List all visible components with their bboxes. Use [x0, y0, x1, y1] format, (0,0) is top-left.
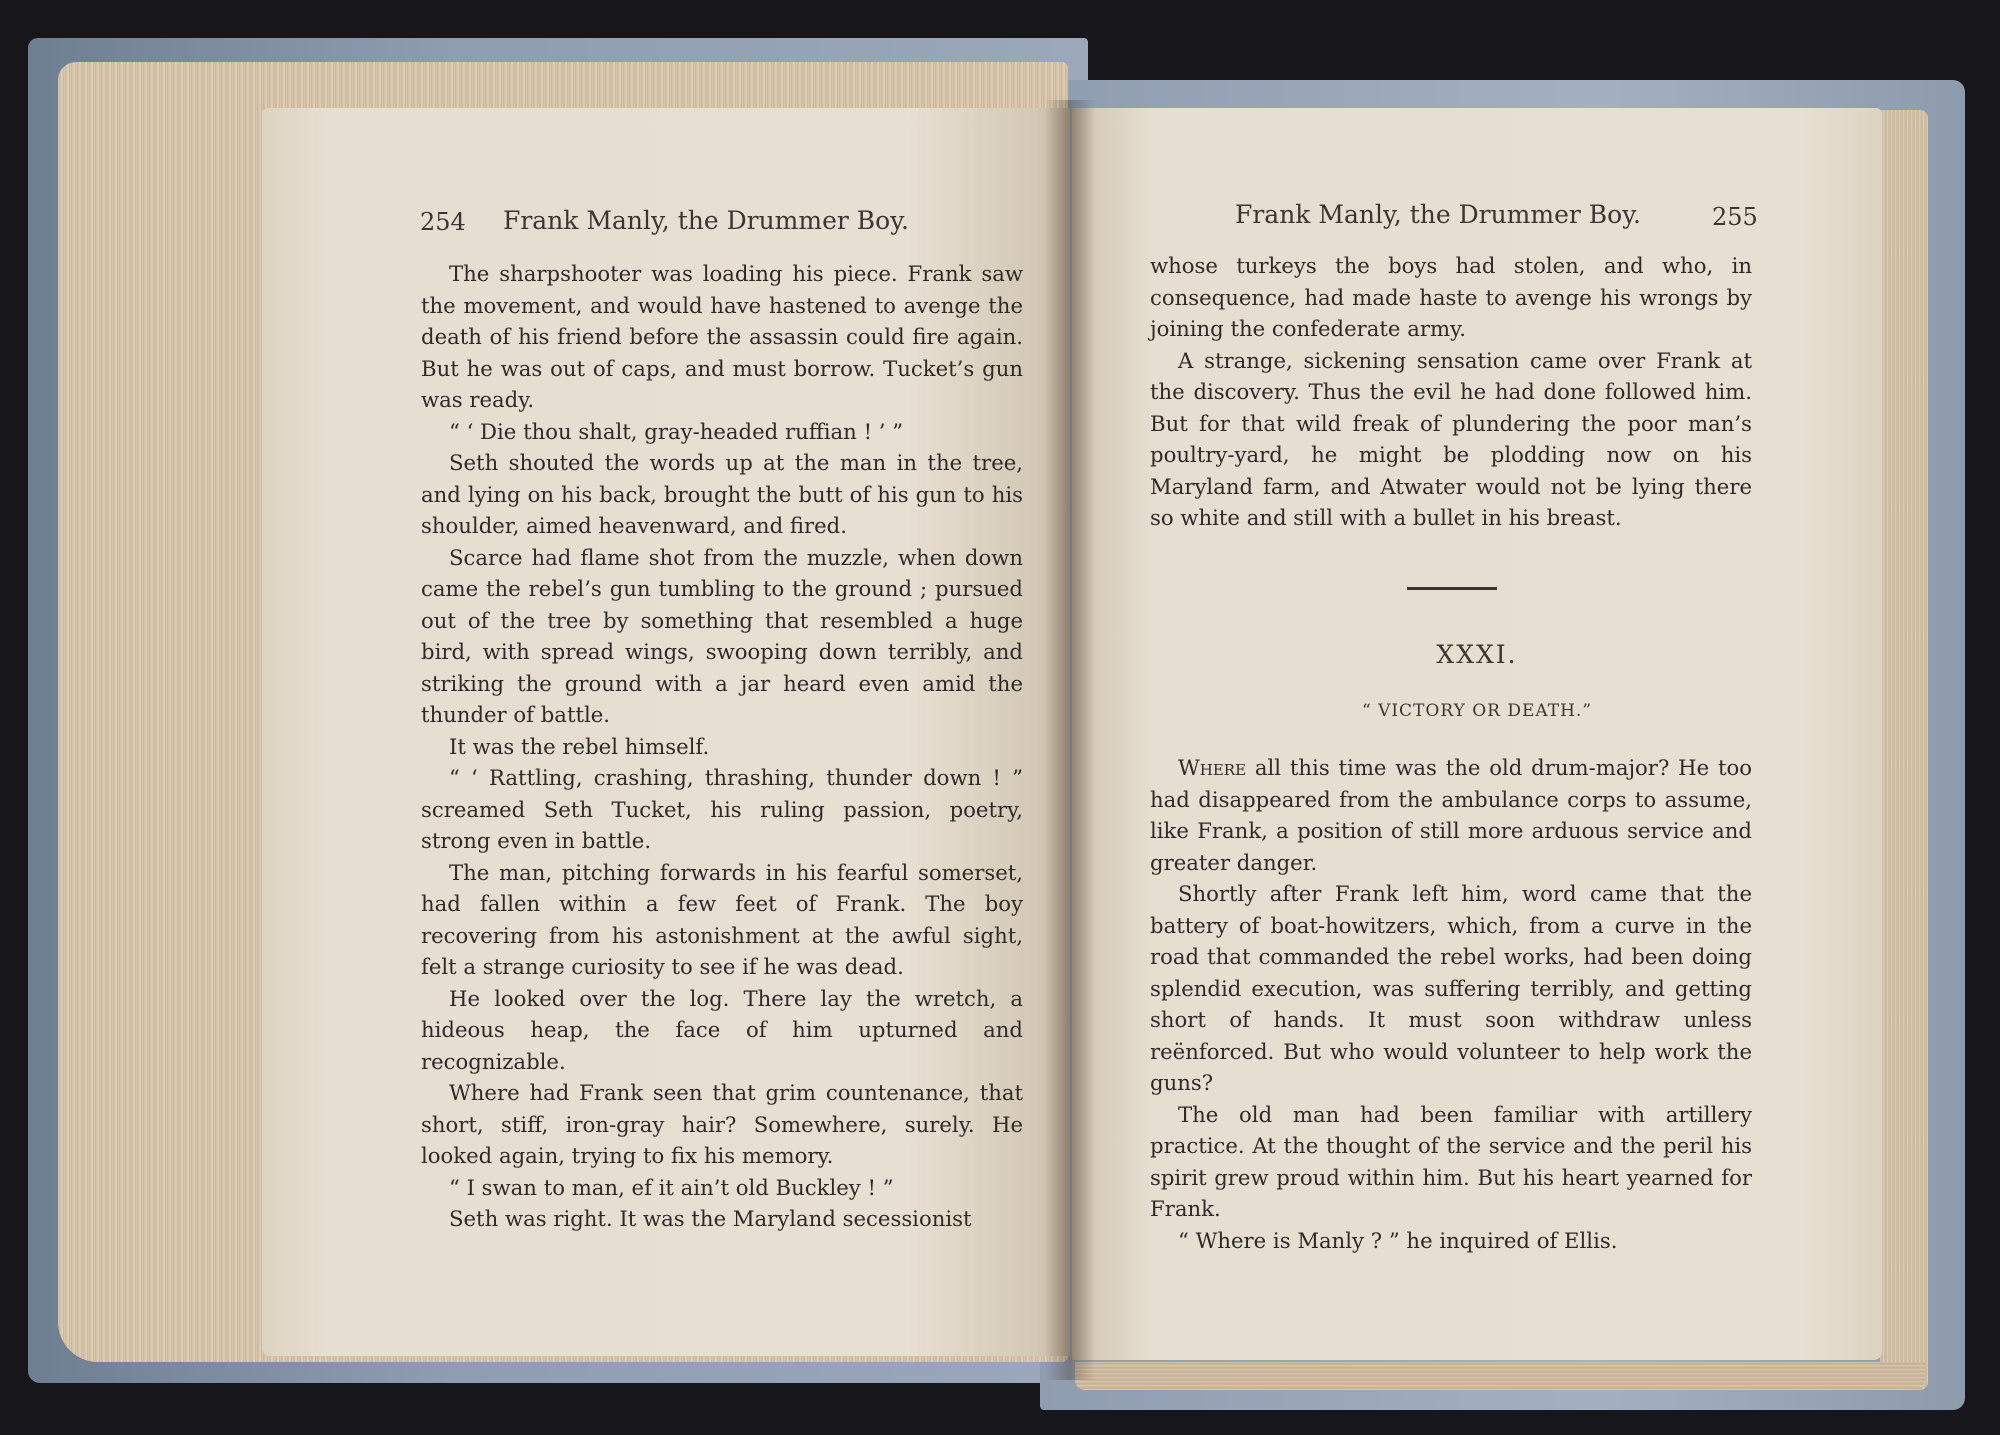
paragraph: Seth was right. It was the Maryland secessionist	[449, 1206, 972, 1231]
left-running-head: Frank Manly, the Drummer Boy.	[503, 206, 909, 235]
paragraph: “ ‘ Die thou shalt, gray-headed ruffian ! ’ ”	[449, 418, 904, 444]
right-page-number: 255	[1712, 203, 1758, 231]
paragraph: Shortly after Frank left him, word came that the battery of boat-howitzers, which, from a curve in the road that commanded the rebel works, had been doing splendid execution, was suffering terribly, and getting short of hands. It must soon withdraw unless reënforced. But who would volunteer to help work the guns?	[1150, 881, 1752, 1095]
paragraph: The old man had been familiar with artillery practice. At the thought of the service and the peril his spirit grew proud within him. But his heart yearned for Frank.	[1150, 1101, 1752, 1221]
right-running-head: Frank Manly, the Drummer Boy.	[1235, 200, 1641, 229]
gutter-shadow	[1045, 100, 1095, 1380]
paragraph: Seth shouted the words up at the man in the tree, and lying on his back, brought the butt of his gun to his shoulder, aimed heavenward, and fired.	[421, 450, 1023, 538]
chapter-divider-rule	[1407, 587, 1497, 590]
chapter-title: “ VICTORY OR DEATH.”	[1361, 701, 1593, 721]
opening-text: all this time was the old drum-major? He too had disappeared from the ambulance corps to assume, like Frank, a position of still more arduous service and greater danger.	[1150, 755, 1752, 875]
paragraph: Where had Frank seen that grim countenance, that short, stiff, iron-gray hair? Somewhere, surely. He looked again, trying to fix his memory.	[421, 1080, 1023, 1168]
paragraph: “ Where is Manly ? ” he inquired of Ellis.	[1178, 1227, 1618, 1253]
paragraph: “ I swan to man, ef it ain’t old Buckley ! ”	[449, 1174, 894, 1200]
paragraph: The man, pitching forwards in his fearful somerset, had fallen within a few feet of Frank. The boy recovering from his astonishment at the awful sight, felt a strange curiosity to see if he was dead.	[421, 859, 1023, 979]
paragraph: “ ‘ Rattling, crashing, thrashing, thunder down ! ” screamed Seth Tucket, his ruling passion, poetry, strong even in battle.	[421, 765, 1023, 853]
opening-word: Where	[1178, 755, 1247, 780]
paragraph: A strange, sickening sensation came over Frank at the discovery. Thus the evil he had done followed him. But for that wild freak of plundering the poor man’s poultry-yard, he might be plodding now on his Maryland farm, and Atwater would not be lying there so white and still with a bullet in his breast.	[1150, 347, 1752, 530]
page-edges-right	[1880, 110, 1928, 1390]
right-page-body-top	[1150, 250, 1752, 534]
paragraph: It was the rebel himself.	[449, 733, 710, 759]
page-edges-bottom	[1075, 1362, 1925, 1390]
right-page-body-chapter	[1150, 752, 1752, 1256]
paragraph-opening	[1150, 752, 1752, 878]
paragraph: Scarce had flame shot from the muzzle, when down came the rebel’s gun tumbling to the ground ; pursued out of the tree by something that resembled a huge bird, with spread wings, swooping down terribly, and striking the ground with a jar heard even amid the thunder of battle.	[421, 544, 1023, 727]
paragraph: He looked over the log. There lay the wretch, a hideous heap, the face of him upturned and recognizable.	[421, 985, 1023, 1074]
paragraph: The sharpshooter was loading his piece. Frank saw the movement, and would have hastened to avenge the death of his friend before the assassin could fire again. But he was out of caps, and must borrow. Tucket’s gun was ready.	[421, 261, 1023, 412]
chapter-number: XXXI.	[1436, 640, 1518, 669]
left-page-number: 254	[420, 208, 466, 236]
left-page-body	[421, 258, 1023, 1235]
paragraph: whose turkeys the boys had stolen, and who, in consequence, had made haste to avenge his wrongs by joining the confederate army.	[1150, 253, 1752, 341]
